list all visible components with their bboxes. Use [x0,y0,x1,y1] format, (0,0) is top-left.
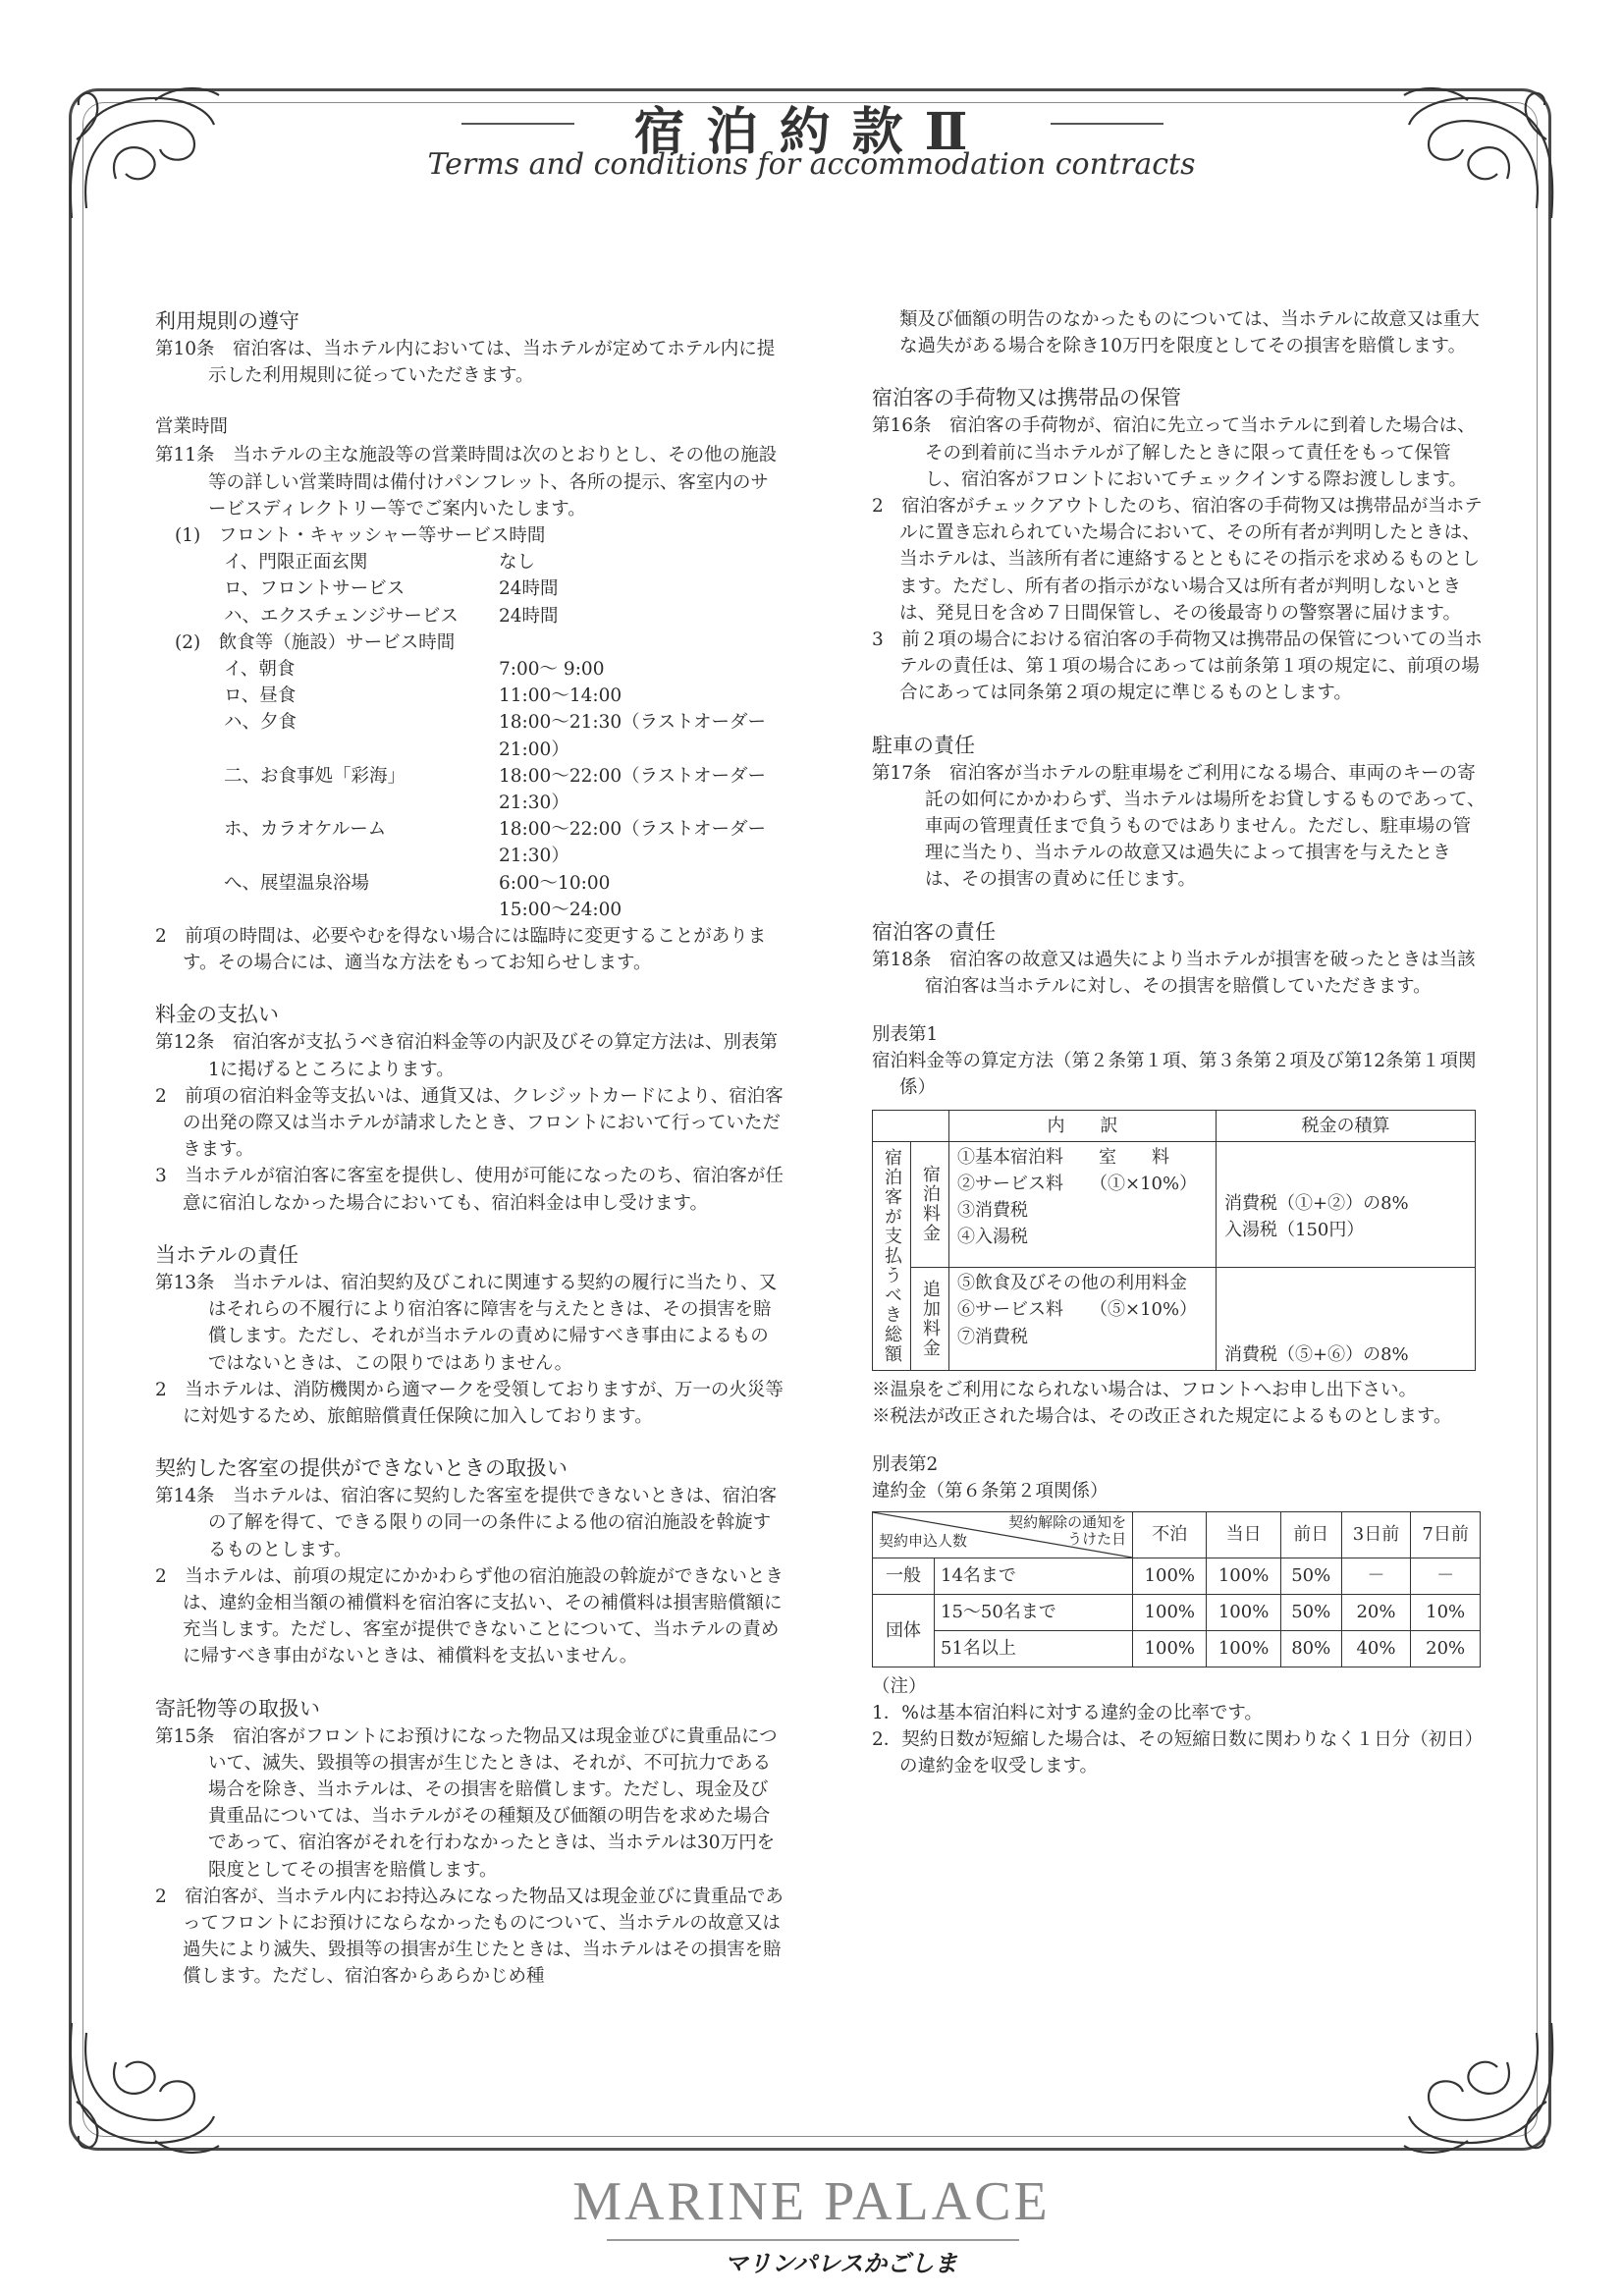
table-2-caption: 違約金（第６条第２項関係） [872,1481,1109,1503]
hours-row: ホ、カラオケルーム 18:00～22:00（ラストオーダー21:30） [224,819,767,867]
table-row [873,1268,1476,1371]
table-row [873,1110,1476,1141]
page-title: 宿泊約款Ⅱ [633,102,990,162]
hours-row: 二、お食事処「彩海」 18:00～22:00（ラストオーダー21:30） [224,765,767,814]
column-header: 3日前 [1341,1511,1411,1558]
column-header: 内 訳 [949,1110,1217,1141]
article-18-text: 第18条 宿泊客の故意又は過失により当ホテルが損害を破ったときは当該宿泊客は当ホテルに対し、その損害を賠償していただきます。 [872,949,1476,997]
hours-row: ロ、昼食 11:00～14:00 [224,685,622,707]
cancellation-fee-table [872,1511,1481,1667]
diagonal-header: 契約解除の通知を うけた日 契約申込人数 [873,1511,1133,1558]
article-13-clause-2: 2 当ホテルは、消防機関から適マークを受領しておりますが、万一の火災等に対処するため、旅館賠償責任保険に加入しております。 [155,1379,784,1427]
additional-tax: 消費税（⑤+⑥）の8% [1217,1268,1476,1371]
table-1-note-2: ※税法が改正された場合は、その改正された規定によるものとします。 [872,1406,1452,1428]
column-header: 税金の積算 [1217,1110,1476,1141]
table-row [873,1511,1481,1558]
fee-breakdown-table [872,1110,1476,1371]
article-11-clause-2: 2 前項の時間は、必要やむを得ない場合には臨時に変更することがあります。その場合には、適当な方法をもってお知らせします。 [155,926,767,974]
column-header: 7日前 [1411,1511,1481,1558]
article-12-clause-3: 3 当ホテルが宿泊客に客室を提供し、使用が可能になったのち、宿泊客が任意に宿泊しなかった場合においても、宿泊料金は申し受けます。 [155,1166,784,1214]
hours-row: ハ、エクスチェンジサービス 24時間 [224,605,559,627]
table-2-heading: 別表第2 [872,1454,939,1476]
table-1-heading: 別表第1 [872,1024,939,1046]
hours-row: イ、朝食 7:00～ 9:00 [224,659,605,681]
additional-items: ⑤飲食及びその他の利用料金 ⑥サービス料 （⑤×10%） ⑦消費税 [949,1268,1217,1371]
article-12-text: 第12条 宿泊客が支払うべき宿泊料金等の内訳及びその算定方法は、別表第1に掲げるところによります。 [155,1032,779,1080]
page-subtitle: Terms and conditions for accommodation contracts [427,147,1196,182]
lodging-tax: 消費税（①+②）の8% 入湯税（150円） [1217,1141,1476,1267]
article-16-clause-3: 3 前２項の場合における宿泊客の手荷物又は携帯品の保管についての当ホテルの責任は、第１項の場合にあっては前条第１項の規定に、前項の場合にあっては同条第２項の規定に準じるものとします。 [872,629,1483,704]
article-16-clause-2: 2 宿泊客がチェックアウトしたのち、宿泊客の手荷物又は携帯品が当ホテルに置き忘れられていた場合において、その所有者が判明したときは、当ホテルは、当該所有者に連絡するとともにその指示を求めるものとします。ただし、所有者の指示がない場合又は所有者が判明しないときは、発見日を含め７日間保管し、その後最寄りの警察署に届けます。 [872,496,1483,624]
front-hours-heading: (1) フロント・キャッシャー等サービス時間 [175,525,546,547]
food-hours-heading: (2) 飲食等（施設）サービス時間 [175,631,456,653]
article-15-heading: 寄託物等の取扱い [155,1696,320,1721]
additional-fee-label: 追加料金 [911,1268,949,1371]
column-header: 前日 [1280,1511,1341,1558]
article-10-heading: 利用規則の遵守 [155,309,299,333]
article-14-clause-2: 2 当ホテルは、前項の規定にかかわらず他の宿泊施設の斡旋ができないときは、違約金相当額の補償料を宿泊客に支払い、その補償料は損害賠償額に充当します。ただし、客室が提供できないことについて、当ホテルの責めに帰すべき事由がないときは、補償料を支払いません。 [155,1565,784,1667]
table-row [873,1141,1476,1267]
brand-subtitle: マリンパレスかごしま [724,2251,958,2277]
table-1-caption: 宿泊料金等の算定方法（第２条第１項、第３条第２項及び第12条第１項関係） [872,1051,1477,1099]
left-column [155,306,784,1991]
article-12-heading: 料金の支払い [155,1003,279,1027]
article-15-clause-2: 2 宿泊客が、当ホテル内にお持込みになった物品又は現金並びに貴重品であってフロントにお預けにならなかったものについて、当ホテルの故意又は過失により滅失、毀損等の損害が生じたときは、当ホテルはその損害を賠償します。ただし、宿泊客からあらかじめ種 [155,1886,784,1988]
article-15-continued: 類及び価額の明告のなかったものについては、当ホテルに故意又は重大な過失がある場合を除き10万円を限度としてその損害を賠償します。 [899,309,1480,357]
table-2-note-2: 2．契約日数が短縮した場合は、その短縮日数に関わりなく１日分（初日）の違約金を収受します。 [872,1729,1484,1777]
hours-row: ハ、夕食 18:00～21:30（ラストオーダー21:00） [224,712,767,760]
article-13-text: 第13条 当ホテルは、宿泊契約及びこれに関連する契約の履行に当たり、又はそれらの不履行により宿泊客に障害を与えたときは、その損害を賠償します。ただし、それが当ホテルの責めに帰すべき事由によるものではないときは、この限りではありません。 [155,1272,778,1374]
article-14-heading: 契約した客室の提供ができないときの取扱い [155,1456,568,1481]
table-row: 一般 14名まで 100% 100% 50% － － [873,1558,1481,1594]
table-2-note-head: （注） [872,1675,927,1697]
brand-logo: MARINE PALACE [572,2171,1051,2232]
brand-rule [607,2239,1019,2241]
column-header: 当日 [1207,1511,1280,1558]
hours-row: イ、門限正面玄関 なし [224,552,536,574]
table-1-note-1: ※温泉をご利用になられない場合は、フロントへお申し出下さい。 [872,1379,1418,1400]
group-label: 団体 [873,1594,935,1667]
table-row: 51名以上 100% 100% 80% 40% 20% [873,1630,1481,1667]
article-11-heading: 営業時間 [155,416,229,438]
article-10-text: 第10条 宿泊客は、当ホテル内においては、当ホテルが定めてホテル内に提示した利用規則に従っていただきます。 [155,339,776,387]
hours-row: ロ、フロントサービス 24時間 [224,578,559,600]
front-hours [155,522,784,923]
lodging-items: ①基本宿泊料 室 料 ②サービス料 （①×10%） ③消費税 ④入湯税 [949,1141,1217,1267]
article-16-heading: 宿泊客の手荷物又は携帯品の保管 [872,386,1181,410]
lodging-fee-label: 宿泊料金 [911,1141,949,1267]
article-17-text: 第17条 宿泊客が当ホテルの駐車場をご利用になる場合、車両のキーの寄託の如何にかかわらず、当ホテルは場所をお貸しするものであって、車両の管理責任まで負うものではありません。ただし、駐車場の管理に当たり、当ホテルの故意又は過失によって損害を与えたときは、その損害の責めに任じます。 [872,762,1486,891]
article-12-clause-2: 2 前項の宿泊料金等支払いは、通貨又は、クレジットカードにより、宿泊客の出発の際又は当ホテルが請求したとき、フロントにおいて行っていただきます。 [155,1085,784,1161]
article-15-text: 第15条 宿泊客がフロントにお預けになった物品又は現金並びに貴重品について、滅失、毀損等の損害が生じたときは、それが、不可抗力である場合を除き、当ホテルは、その損害を賠償します。ただし、現金及び貴重品については、当ホテルがその種類及び価額の明告を求めた場合であって、宿泊客がそれを行わなかったときは、当ホテルは30万円を限度としてその損害を賠償します。 [155,1725,778,1881]
table-row: 団体 15～50名まで 100% 100% 50% 20% 10% [873,1594,1481,1630]
right-column [872,306,1486,1780]
article-18-heading: 宿泊客の責任 [872,919,996,944]
corner-ornament-bottom-left [57,2013,224,2160]
hours-row: 15:00～24:00 [499,899,622,920]
table-2-note-1: 1．%は基本宿泊料に対する違約金の比率です。 [872,1702,1263,1723]
article-13-heading: 当ホテルの責任 [155,1242,298,1267]
article-17-heading: 駐車の責任 [872,733,975,757]
hours-row: へ、展望温泉浴場 6:00～10:00 [224,872,611,894]
article-16-text: 第16条 宿泊客の手荷物が、宿泊に先立って当ホテルに到着した場合は、その到着前に当ホテルが了解したときに限って責任をもって保管し、宿泊客がフロントにおいてチェックインする際お渡しします。 [872,415,1476,490]
column-header: 不泊 [1133,1511,1207,1558]
total-label: 宿泊客が支払うべき総額 [873,1141,911,1370]
group-label: 一般 [873,1558,935,1594]
corner-ornament-bottom-right [1399,2013,1566,2160]
article-11-text: 第11条 当ホテルの主な施設等の営業時間は次のとおりとし、その他の施設等の詳しい営業時間は備付けパンフレット、各所の提示、客室内のサービスディレクトリー等でご案内いたします。 [155,445,778,519]
article-14-text: 第14条 当ホテルは、宿泊客に契約した客室を提供できないときは、宿泊客の了解を得て、できる限りの同一の条件による他の宿泊施設を斡旋するものとします。 [155,1486,778,1560]
